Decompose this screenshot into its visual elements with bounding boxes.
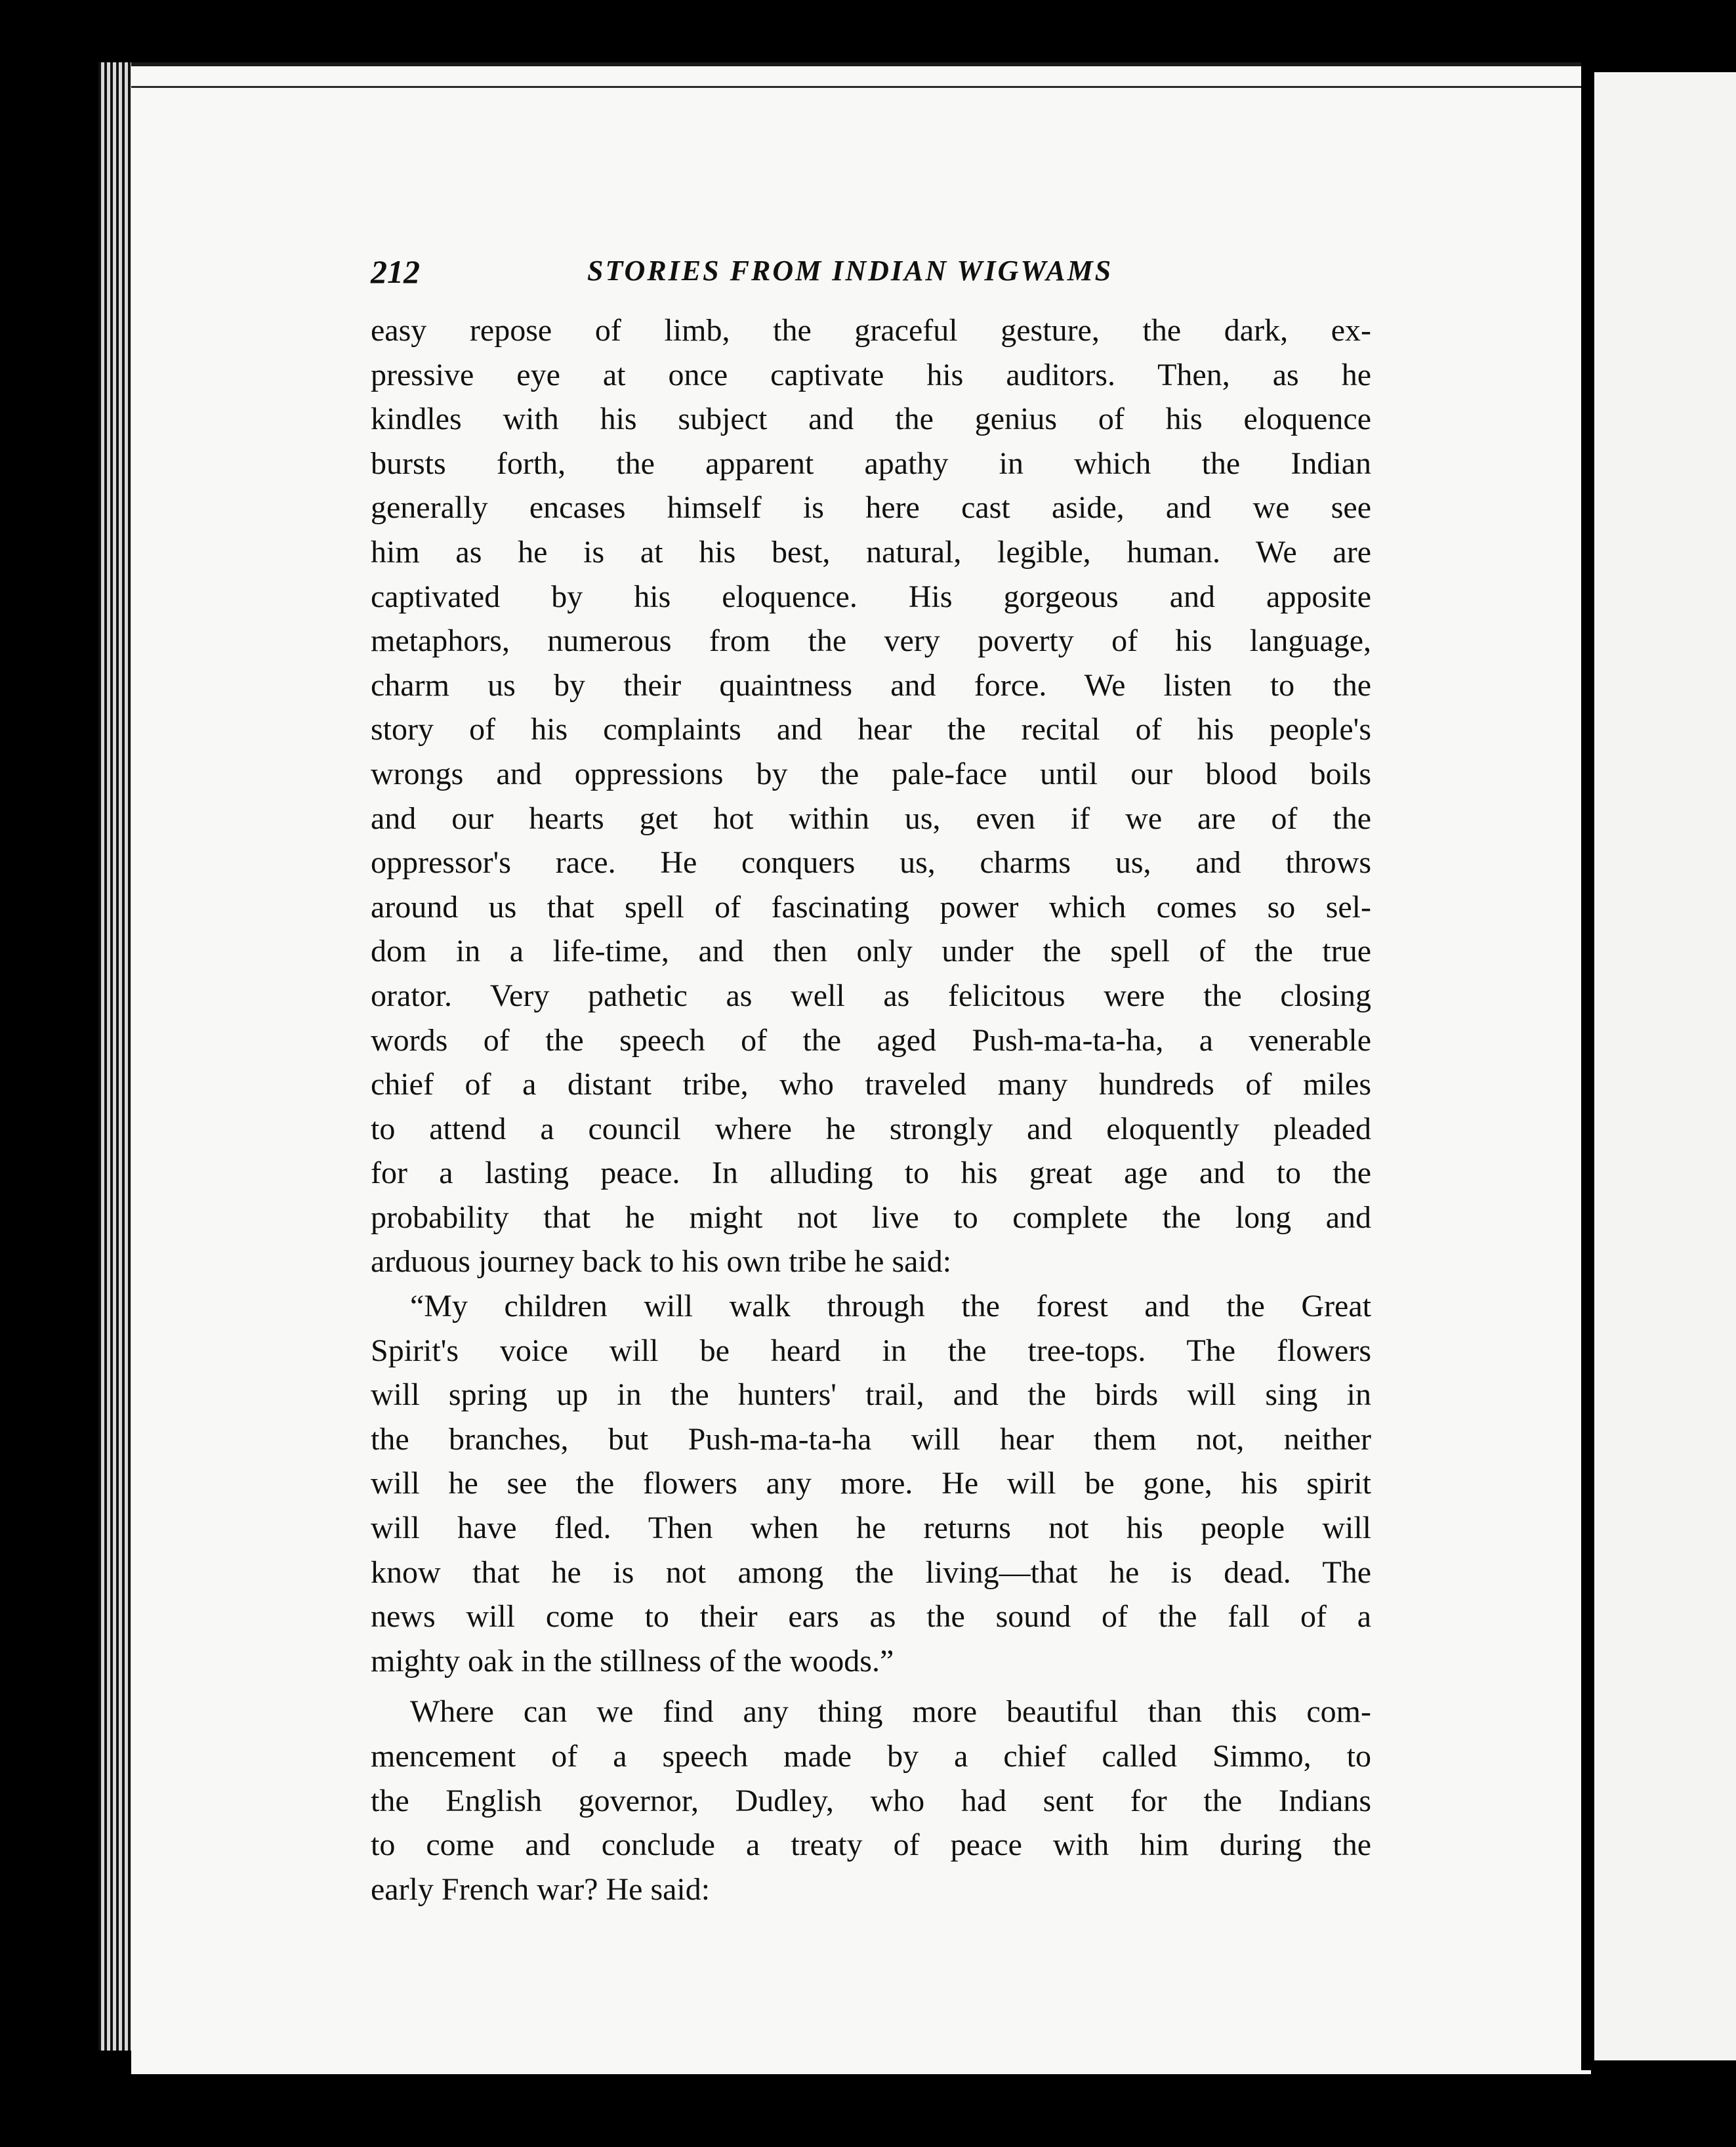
body-text xyxy=(371,308,1371,1911)
paragraph-2-quotation xyxy=(371,1284,1371,1683)
text-line: probability that he might not live to complete the long and xyxy=(371,1199,1371,1235)
text-line: will he see the flowers any more. He will be gone, his spirit xyxy=(371,1466,1371,1501)
text-line: orator. Very pathetic as well as felicitous were the closing xyxy=(371,978,1371,1013)
text-line: generally encases himself is here cast aside, and we see xyxy=(371,490,1371,526)
text-line: bursts forth, the apparent apathy in which the Indian xyxy=(371,446,1371,481)
page-number: 212 xyxy=(371,253,420,290)
text-line: mencement of a speech made by a chief called Simmo, to xyxy=(371,1739,1371,1774)
text-line: the English governor, Dudley, who had sent for the Indians xyxy=(371,1783,1371,1818)
paragraph-3 xyxy=(371,1690,1371,1911)
text-line: will have fled. Then when he returns not his people will xyxy=(371,1511,1371,1546)
gutter-shadow xyxy=(1581,62,1594,2070)
text-line: Spirit's voice will be heard in the tree-tops. The flowers xyxy=(371,1333,1371,1368)
text-line: “My children will walk through the forest and the Great xyxy=(410,1289,1371,1324)
paragraph-gap xyxy=(371,1683,1371,1690)
text-line: for a lasting peace. In alluding to his great age and to the xyxy=(371,1156,1371,1191)
text-line: Where can we find any thing more beautiful than this com- xyxy=(410,1694,1371,1730)
text-line: around us that spell of fascinating power which comes so sel- xyxy=(371,889,1371,925)
text-line: him as he is at his best, natural, legible, human. We are xyxy=(371,534,1371,570)
page-top-rule xyxy=(131,86,1591,88)
text-line: kindles with his subject and the genius of his eloquence xyxy=(371,402,1371,437)
text-line: and our hearts get hot within us, even if we are of the xyxy=(371,801,1371,836)
text-line: arduous journey back to his own tribe he said: xyxy=(371,1244,952,1280)
text-line: captivated by his eloquence. His gorgeous and apposite xyxy=(371,579,1371,614)
text-line: charm us by their quaintness and force. We listen to the xyxy=(371,667,1371,703)
text-line: to come and conclude a treaty of peace with him during the xyxy=(371,1827,1371,1863)
text-line: early French war? He said: xyxy=(371,1871,711,1907)
facing-page-edge xyxy=(1594,72,1736,2060)
text-line: mighty oak in the stillness of the woods.” xyxy=(371,1643,894,1678)
text-line: words of the speech of the aged Push-ma-ta-ha, a venerable xyxy=(371,1022,1371,1058)
running-header xyxy=(371,253,1388,299)
text-line: story of his complaints and hear the recital of his people's xyxy=(371,712,1371,747)
text-line: easy repose of limb, the graceful gesture, the dark, ex- xyxy=(371,313,1371,348)
text-line: to attend a council where he strongly and eloquently pleaded xyxy=(371,1111,1371,1146)
text-line: dom in a life-time, and then only under the spell of the true xyxy=(371,934,1371,969)
text-line: metaphors, numerous from the very poverty of his language, xyxy=(371,623,1371,659)
text-line: chief of a distant tribe, who traveled many hundreds of miles xyxy=(371,1067,1371,1102)
paragraph-1 xyxy=(371,308,1371,1284)
text-line: the branches, but Push-ma-ta-ha will hear them not, neither xyxy=(371,1421,1371,1457)
text-line: oppressor's race. He conquers us, charms us, and throws xyxy=(371,845,1371,881)
text-line: wrongs and oppressions by the pale-face until our blood boils xyxy=(371,756,1371,791)
text-line: know that he is not among the living—that he is dead. The xyxy=(371,1554,1371,1590)
text-line: news will come to their ears as the sound of the fall of a xyxy=(371,1599,1371,1635)
running-title: STORIES FROM INDIAN WIGWAMS xyxy=(587,255,1113,287)
text-line: will spring up in the hunters' trail, and the birds will sing in xyxy=(371,1377,1371,1413)
text-line: pressive eye at once captivate his auditors. Then, as he xyxy=(371,357,1371,392)
